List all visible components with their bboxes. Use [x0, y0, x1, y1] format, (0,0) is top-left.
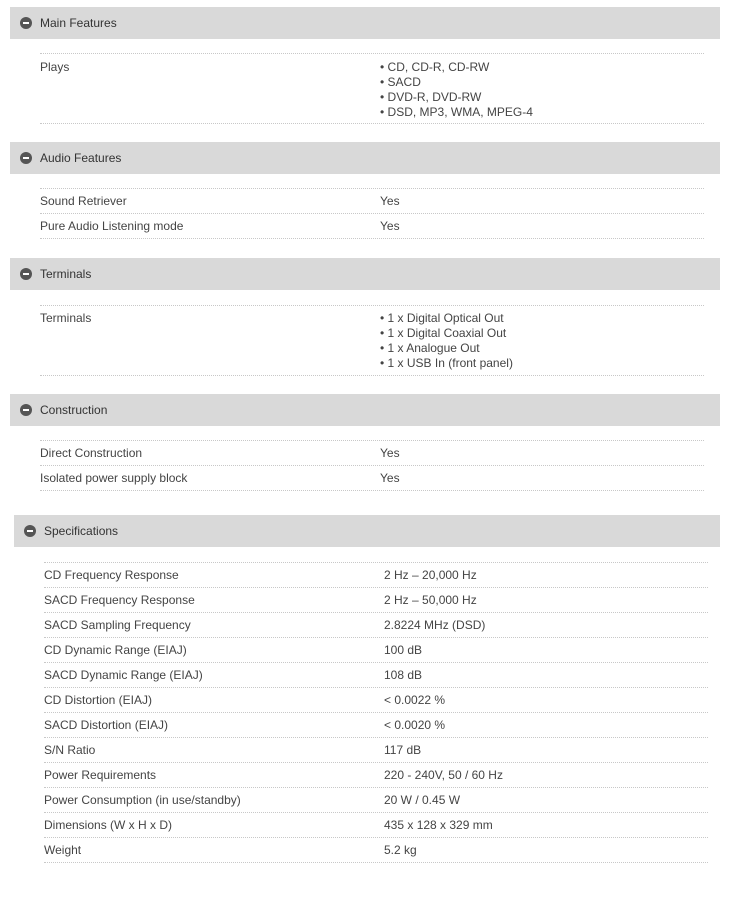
spec-value-item: • DVD-R, DVD-RW [380, 90, 533, 105]
spec-row [44, 713, 708, 738]
spec-label: Weight [44, 843, 82, 857]
spec-row [44, 688, 708, 713]
spec-value: 2.8224 MHz (DSD) [384, 618, 486, 632]
spec-value: 435 x 128 x 329 mm [384, 818, 493, 832]
spec-row [44, 588, 708, 613]
spec-row [44, 788, 708, 813]
spec-value-list [380, 60, 533, 120]
section-rows-terminals [40, 305, 704, 376]
spec-row [40, 466, 704, 491]
spec-value-item: • DSD, MP3, WMA, MPEG-4 [380, 105, 533, 120]
spec-value: 2 Hz – 50,000 Hz [384, 593, 477, 607]
spec-value-item: • SACD [380, 75, 533, 90]
spec-label: Terminals [40, 311, 92, 325]
spec-label: Isolated power supply block [40, 471, 188, 485]
section-rows-construction [40, 440, 704, 491]
collapse-icon[interactable] [20, 268, 32, 280]
spec-value: < 0.0022 % [384, 693, 446, 707]
spec-label: S/N Ratio [44, 743, 96, 757]
section-header-main-features[interactable] [10, 7, 720, 39]
collapse-icon[interactable] [20, 404, 32, 416]
spec-value: 2 Hz – 20,000 Hz [384, 568, 477, 582]
spec-row [44, 563, 708, 588]
spec-row [44, 738, 708, 763]
spec-label: SACD Sampling Frequency [44, 618, 191, 632]
section-header-terminals[interactable] [10, 258, 720, 290]
section-title: Construction [40, 403, 108, 417]
spec-label: Power Requirements [44, 768, 157, 782]
section-rows-main-features [40, 53, 704, 124]
spec-row [40, 214, 704, 239]
spec-value: < 0.0020 % [384, 718, 446, 732]
spec-row [40, 189, 704, 214]
section-header-construction[interactable] [10, 394, 720, 426]
spec-value: 220 - 240V, 50 / 60 Hz [384, 768, 503, 782]
spec-label: SACD Distortion (EIAJ) [44, 718, 169, 732]
collapse-icon[interactable] [20, 152, 32, 164]
section-header-audio-features[interactable] [10, 142, 720, 174]
spec-value: Yes [380, 219, 400, 233]
spec-label: Pure Audio Listening mode [40, 219, 184, 233]
spec-row [40, 441, 704, 466]
spec-row [44, 613, 708, 638]
spec-value: Yes [380, 471, 400, 485]
spec-value-list [380, 311, 513, 371]
spec-value-item: • 1 x Analogue Out [380, 341, 513, 356]
spec-row [44, 813, 708, 838]
spec-row [44, 838, 708, 863]
spec-label: CD Distortion (EIAJ) [44, 693, 153, 707]
spec-value-item: • CD, CD-R, CD-RW [380, 60, 533, 75]
spec-label: SACD Dynamic Range (EIAJ) [44, 668, 203, 682]
spec-value: 5.2 kg [384, 843, 417, 857]
section-title: Specifications [44, 524, 119, 538]
spec-value: 117 dB [384, 743, 422, 757]
section-rows-audio-features [40, 188, 704, 239]
spec-row [44, 638, 708, 663]
spec-value-item: • 1 x Digital Coaxial Out [380, 326, 513, 341]
spec-row [44, 663, 708, 688]
spec-value: 100 dB [384, 643, 423, 657]
spec-value: Yes [380, 194, 400, 208]
collapse-icon[interactable] [24, 525, 36, 537]
spec-value: 108 dB [384, 668, 423, 682]
spec-value-item: • 1 x Digital Optical Out [380, 311, 513, 326]
spec-label: Sound Retriever [40, 194, 127, 208]
spec-value-item: • 1 x USB In (front panel) [380, 356, 513, 371]
spec-label: CD Dynamic Range (EIAJ) [44, 643, 187, 657]
spec-value: Yes [380, 446, 400, 460]
spec-label: Direct Construction [40, 446, 143, 460]
spec-row [44, 763, 708, 788]
spec-value: 20 W / 0.45 W [384, 793, 461, 807]
collapse-icon[interactable] [20, 17, 32, 29]
spec-row [40, 54, 704, 124]
spec-label: SACD Frequency Response [44, 593, 195, 607]
spec-row [40, 306, 704, 376]
section-title: Main Features [40, 16, 117, 30]
section-header-specifications[interactable] [14, 515, 720, 547]
spec-label: Dimensions (W x H x D) [44, 818, 173, 832]
section-title: Audio Features [40, 151, 122, 165]
section-title: Terminals [40, 267, 92, 281]
spec-label: Plays [40, 60, 70, 74]
spec-label: Power Consumption (in use/standby) [44, 793, 241, 807]
section-rows-specifications [44, 562, 708, 863]
spec-label: CD Frequency Response [44, 568, 179, 582]
